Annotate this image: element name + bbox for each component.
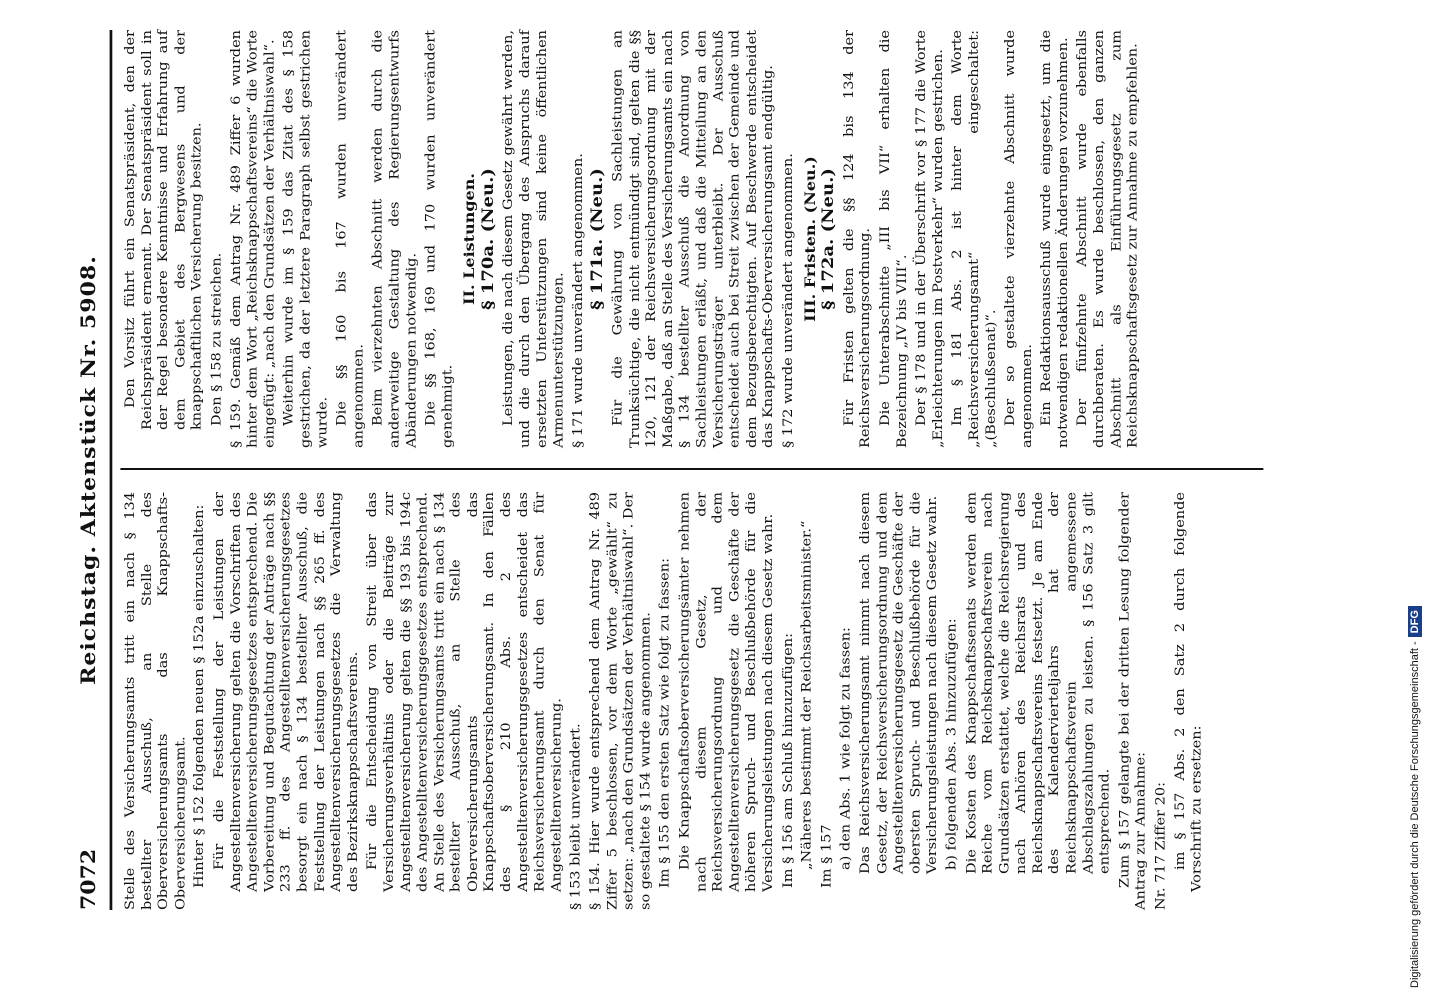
rotated-page [70,30,1294,910]
digitization-note [1404,12,1426,988]
paragraph-heading: § 172a. (Neu.) [818,168,838,310]
page-number: 7072 [77,848,101,910]
text-paragraph: Ein Redaktionsausschuß wurde eingesetzt, um die notwendigen redaktionellen Änderungen vorzunehmen. [1039,30,1071,448]
left-column [122,492,1208,910]
text-paragraph: Die §§ 168, 169 und 170 wurden unverändert genehmigt. [423,30,455,448]
text-paragraph: Für die Entscheidung von Streit über das Versicherungsverhältnis oder die Beiträge zur Angestelltenversicherung gelten die §§ 193 bis 194c des Angestelltenversicherungsgesetzes entsprechend. An Stelle des Versicherungsamts tritt ein nach § 134 bestellter Ausschuß, an Stelle des Oberversicherungsamts das Knappschaftsoberversicherungsamt. In den Fällen des § 210 Abs. 2 des Angestelltenversicherungsgesetzes entscheidet das Reichsversicherungsamt durch den Senat für Angestelltenversicherung. [365,492,564,892]
text-paragraph: Hinter § 152 folgenden neuen § 152a einzuschalten: [192,504,208,888]
text-paragraph: Für die Feststellung der Leistungen der Angestelltenversicherung gelten die Vorschriften des Angestelltenversicherungsgesetzes entsprechend. Die Vorbereitung und Begutachtung der Anträge nach §§ 233 ff. des Angestelltenversicherungsgesetzes besorgt ein nach § 134 bestellter Ausschuß, die Feststellung der Leistungen nach §§ 265 ff. des Angestelltenversicherungsgesetzes die Verwaltung des Bezirksknappschaftsvereins. [212,492,361,892]
header-rule [110,30,113,910]
section-heading: III. Fristen. (Neu.) [801,156,819,322]
paragraph-heading: § 170a. (Neu.) [478,168,498,310]
running-title: Reichstag. Aktenstück Nr. 5908. [77,255,101,685]
text-paragraph: Für die Gewährung von Sachleistungen an Trunksüchtige, die nicht entmündigt sind, gelten die §§ 120, 121 der Reichsversicherungsordnung mit der Maßgabe, daß an Stelle des Versicherungsamts ein nach § 134 bestellter Ausschuß die Anordnung von Sachleistungen erläßt, und daß die Mitteilung an den Versicherungsträger unterbleibt. Der Ausschuß entscheidet auch bei Streit zwischen der Gemeinde und dem Bezugsberechtigten. Auf Beschwerde entscheidet das Knappschafts-Oberversicherungsamt endgültig. [610,30,776,448]
text-paragraph: § 153 bleibt unverändert. [568,723,584,910]
text-paragraph: „Näheres bestimmt der Reichsarbeitsminister.“ [800,520,815,870]
text-paragraph: Für Fristen gelten die §§ 124 bis 134 der Reichsversicherungsordnung. [841,30,874,448]
text-paragraph: im § 157 Abs. 2 den Satz 2 durch folgende Vorschrift zu ersetzen: [1173,492,1205,892]
text-paragraph: a) den Abs. 1 wie folgt zu fassen: [838,627,854,870]
text-paragraph: Der so gestaltete vierzehnte Abschnitt wurde angenommen. [1003,30,1035,448]
text-paragraph: Im § 157 [819,824,834,888]
text-paragraph: Das Reichsversicherungsamt nimmt nach diesem Gesetz, der Reichsversicherungsordnung und dem Angestelltenversicherungsgesetz die Geschäfte der obersten Spruch- und Beschlußbehörde für die Versicherungsleistungen nach diesem Gesetz wahr. [858,492,940,874]
text-paragraph: Weiterhin wurde im § 159 das Zitat des § 158 gestrichen, da der letztere Paragraph selbst gestrichen wurde. [281,30,330,448]
text-paragraph: Leistungen, die nach diesem Gesetz gewährt werden, und die durch den Übergang des Anspruchs darauf ersetzten Unterstützungen sind keine öffentlichen Armenunterstützungen. [501,30,567,448]
text-paragraph: Stelle des Versicherungsamts tritt ein nach § 134 bestellter Ausschuß, an Stelle des Oberversicherungsamts das Knappschafts-Oberversicherungsamt. [123,492,188,910]
page-header [70,30,120,910]
text-paragraph: § 159. Gemäß dem Antrag Nr. 489 Ziffer 6 wurden hinter dem Wort „Reichsknappschaftsvereins“ die Worte eingefügt: „nach den Grundsätzen der Verhältniswahl“. [228,30,277,448]
text-paragraph: Im § 155 den ersten Satz wie folgt zu fassen: [658,558,673,888]
text-paragraph: § 154. Hier wurde entsprechend dem Antrag Nr. 489 Ziffer 5 beschlossen, vor dem Worte „gewählt“ zu setzen: „nach den Grundsätzen der Verhältniswahl“. Der so gestaltete § 154 wurde angenommen. [588,492,654,910]
digitization-text: Digitalisierung gefördert durch die Deutsche Forschungsgemeinschaft - [1409,641,1421,988]
text-paragraph: Die §§ 160 bis 167 wurden unverändert angenommen. [334,30,366,448]
text-paragraph: Die Knappschaftsoberversicherungsämter nehmen nach diesem Gesetz, der Reichsversicherungsordnung und dem Angestelltenversicherungsgesetz die Geschäfte der höheren Spruch- und Beschlußbehörde für die Versicherungsleistungen nach diesem Gesetz wahr. [677,492,776,892]
text-paragraph: b) folgenden Abs. 3 hinzuzufügen: [944,618,960,870]
text-paragraph: Im § 156 am Schluß hinzuzufügen: [780,633,796,888]
section-heading: II. Leistungen. [460,173,478,305]
text-paragraph: Nr. 717 Ziffer 20: [1153,781,1169,910]
text-paragraph: Der fünfzehnte Abschnitt wurde ebenfalls durchberaten. Es wurde beschlossen, den ganzen Abschnitt als Einführungsgesetz zum Reichsknappschaftsgesetz zur Annahme zu empfehlen. [1075,30,1141,448]
text-paragraph: Zum § 157 gelangte bei der dritten Lesung folgender Antrag zur Annahme: [1117,492,1149,910]
text-paragraph: Der § 178 und in der Überschrift vor § 177 die Worte „Erleichterungen im Postverkehr“ wurden gestrichen. [914,30,946,448]
text-paragraph: Die Unterabschnitte „III bis VII“ erhalten die Bezeichnung „IV bis VIII“. [878,30,910,448]
text-paragraph: Den Vorsitz führt ein Senatspräsident, den der Reichspräsident ernennt. Der Senatspräsident soll in der Regel besondere Kenntnisse und Erfahrung auf dem Gebiet des Bergwesens und der knappschaftlichen Versicherung besitzen. [123,30,205,430]
column-divider [120,468,1263,470]
dfg-logo: DFG [1408,606,1422,637]
text-paragraph: Den § 158 zu streichen. [209,252,224,426]
text-paragraph: § 172 wurde unverändert angenommen. [780,153,796,448]
right-column [122,30,1144,448]
text-paragraph: § 171 wurde unverändert angenommen. [571,153,586,448]
text-paragraph: Im § 181 Abs. 2 ist hinter dem Worte „Reichsversicherungsamt“ eingeschaltet: „(Beschlußsenat)“. [950,30,999,448]
text-paragraph: Die Kosten des Knappschaftssenats werden dem Reiche vom Reichsknappschaftsverein nach Grundsätzen erstattet, welche die Reichsregierung nach Anhören des Reichsrats und des Reichsknappschaftsvereins festsetzt. Je am Ende des Kalendervierteljahrs hat der Reichsknappschaftsverein angemessene Abschlagszahlungen zu leisten. § 156 Satz 3 gilt entsprechend. [964,492,1113,874]
paragraph-heading: § 171a. (Neu.) [587,168,607,310]
text-paragraph: Beim vierzehnten Abschnitt werden durch die anderweitige Gestaltung des Regierungsentwurfs Abänderungen notwendig. [370,30,419,448]
